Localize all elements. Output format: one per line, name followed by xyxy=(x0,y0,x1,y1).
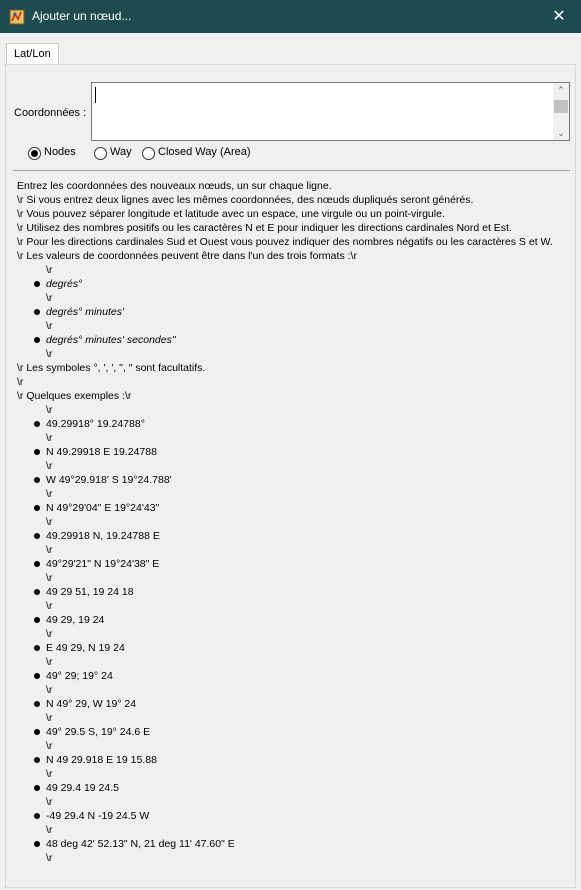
help-cr: \r xyxy=(46,852,53,864)
lat-lon-panel xyxy=(5,64,576,888)
help-cr: \r xyxy=(17,376,24,388)
help-examples-title: \r Quelques exemples :\r xyxy=(17,390,132,402)
help-cr: \r xyxy=(46,404,53,416)
help-rule: \r Utilisez des nombres positifs ou les caractères N et E pour indiquer les directions cardinales Nord et Est. xyxy=(17,222,512,234)
help-rule: \r Vous pouvez séparer longitude et latitude avec un espace, une virgule ou un point-virgule. xyxy=(17,208,445,220)
example-item: 48 deg 42' 52.13" N, 21 deg 11' 47.60" E xyxy=(17,837,573,851)
help-cr: \r xyxy=(46,572,53,584)
radio-unchecked-icon[interactable] xyxy=(142,147,155,160)
radio-label: Way xyxy=(110,146,132,158)
chevron-down-icon[interactable]: ⌄ xyxy=(557,128,565,138)
window-title: Ajouter un nœud... xyxy=(32,9,132,23)
example-item: 49 29.4 19 24.5 xyxy=(17,781,573,795)
coordinates-textarea[interactable] xyxy=(91,82,570,141)
help-cr: \r xyxy=(46,824,53,836)
help-cr: \r xyxy=(46,516,53,528)
example-item: 49.29918 N, 19.24788 E xyxy=(17,529,573,543)
help-cr: \r xyxy=(46,488,53,500)
help-cr: \r xyxy=(46,264,53,276)
coordinates-label: Coordonnées : xyxy=(14,107,87,119)
radio-checked-icon[interactable] xyxy=(28,147,41,160)
help-cr: \r xyxy=(46,796,53,808)
format-item: degrés° minutes' secondes" xyxy=(17,333,573,347)
example-item: N 49 29.918 E 19 15.88 xyxy=(17,753,573,767)
title-bar xyxy=(0,0,581,33)
help-cr: \r xyxy=(46,600,53,612)
example-item: 49° 29; 19° 24 xyxy=(17,669,573,683)
help-cr: \r xyxy=(46,292,53,304)
example-item: E 49 29, N 19 24 xyxy=(17,641,573,655)
example-item: 49° 29.5 S, 19° 24.6 E xyxy=(17,725,573,739)
scrollbar-thumb[interactable] xyxy=(554,100,568,113)
text-caret xyxy=(95,87,96,103)
format-item: degrés° minutes' xyxy=(17,305,573,319)
example-item: N 49.29918 E 19.24788 xyxy=(17,445,573,459)
help-cr: \r xyxy=(46,656,53,668)
help-cr: \r xyxy=(46,432,53,444)
radio-label: Closed Way (Area) xyxy=(158,146,251,158)
example-item: N 49°29'04" E 19°24'43" xyxy=(17,501,573,515)
help-cr: \r xyxy=(46,684,53,696)
help-text xyxy=(17,179,573,865)
textarea-scrollbar[interactable] xyxy=(553,83,569,140)
help-intro: Entrez les coordonnées des nouveaux nœuds, un sur chaque ligne. xyxy=(17,180,332,192)
help-rule: \r Si vous entrez deux lignes avec les mêmes coordonnées, des nœuds dupliqués seront générés. xyxy=(17,194,474,206)
help-cr: \r xyxy=(46,544,53,556)
help-rule: \r Pour les directions cardinales Sud et Ouest vous pouvez indiquer des nombres négatifs ou les caractères S et W. xyxy=(17,236,553,248)
separator xyxy=(13,170,570,171)
help-cr: \r xyxy=(46,740,53,752)
tab-lat-lon[interactable]: Lat/Lon xyxy=(6,43,59,65)
example-item: 49°29'21" N 19°24'38" E xyxy=(17,557,573,571)
example-item: 49.29918° 19.24788° xyxy=(17,417,573,431)
radio-unchecked-icon[interactable] xyxy=(94,147,107,160)
help-rule: \r Les valeurs de coordonnées peuvent être dans l'un des trois formats :\r xyxy=(17,250,357,262)
example-item: 49 29, 19 24 xyxy=(17,613,573,627)
example-item: 49 29 51, 19 24 18 xyxy=(17,585,573,599)
chevron-up-icon[interactable]: ⌃ xyxy=(557,85,565,95)
example-item: N 49° 29, W 19° 24 xyxy=(17,697,573,711)
radio-label: Nodes xyxy=(44,146,76,158)
help-cr: \r xyxy=(46,628,53,640)
help-cr: \r xyxy=(46,320,53,332)
josm-icon xyxy=(9,9,25,25)
help-cr: \r xyxy=(46,712,53,724)
close-icon[interactable]: ✕ xyxy=(552,8,566,25)
help-symbols-note: \r Les symboles °, ', ′, ", ″ sont facultatifs. xyxy=(17,362,206,374)
example-item: W 49°29.918' S 19°24.788' xyxy=(17,473,573,487)
tab-strip xyxy=(6,40,574,64)
help-cr: \r xyxy=(46,768,53,780)
help-cr: \r xyxy=(46,348,53,360)
help-cr: \r xyxy=(46,460,53,472)
format-item: degrés° xyxy=(17,277,573,291)
example-item: -49 29.4 N -19 24.5 W xyxy=(17,809,573,823)
